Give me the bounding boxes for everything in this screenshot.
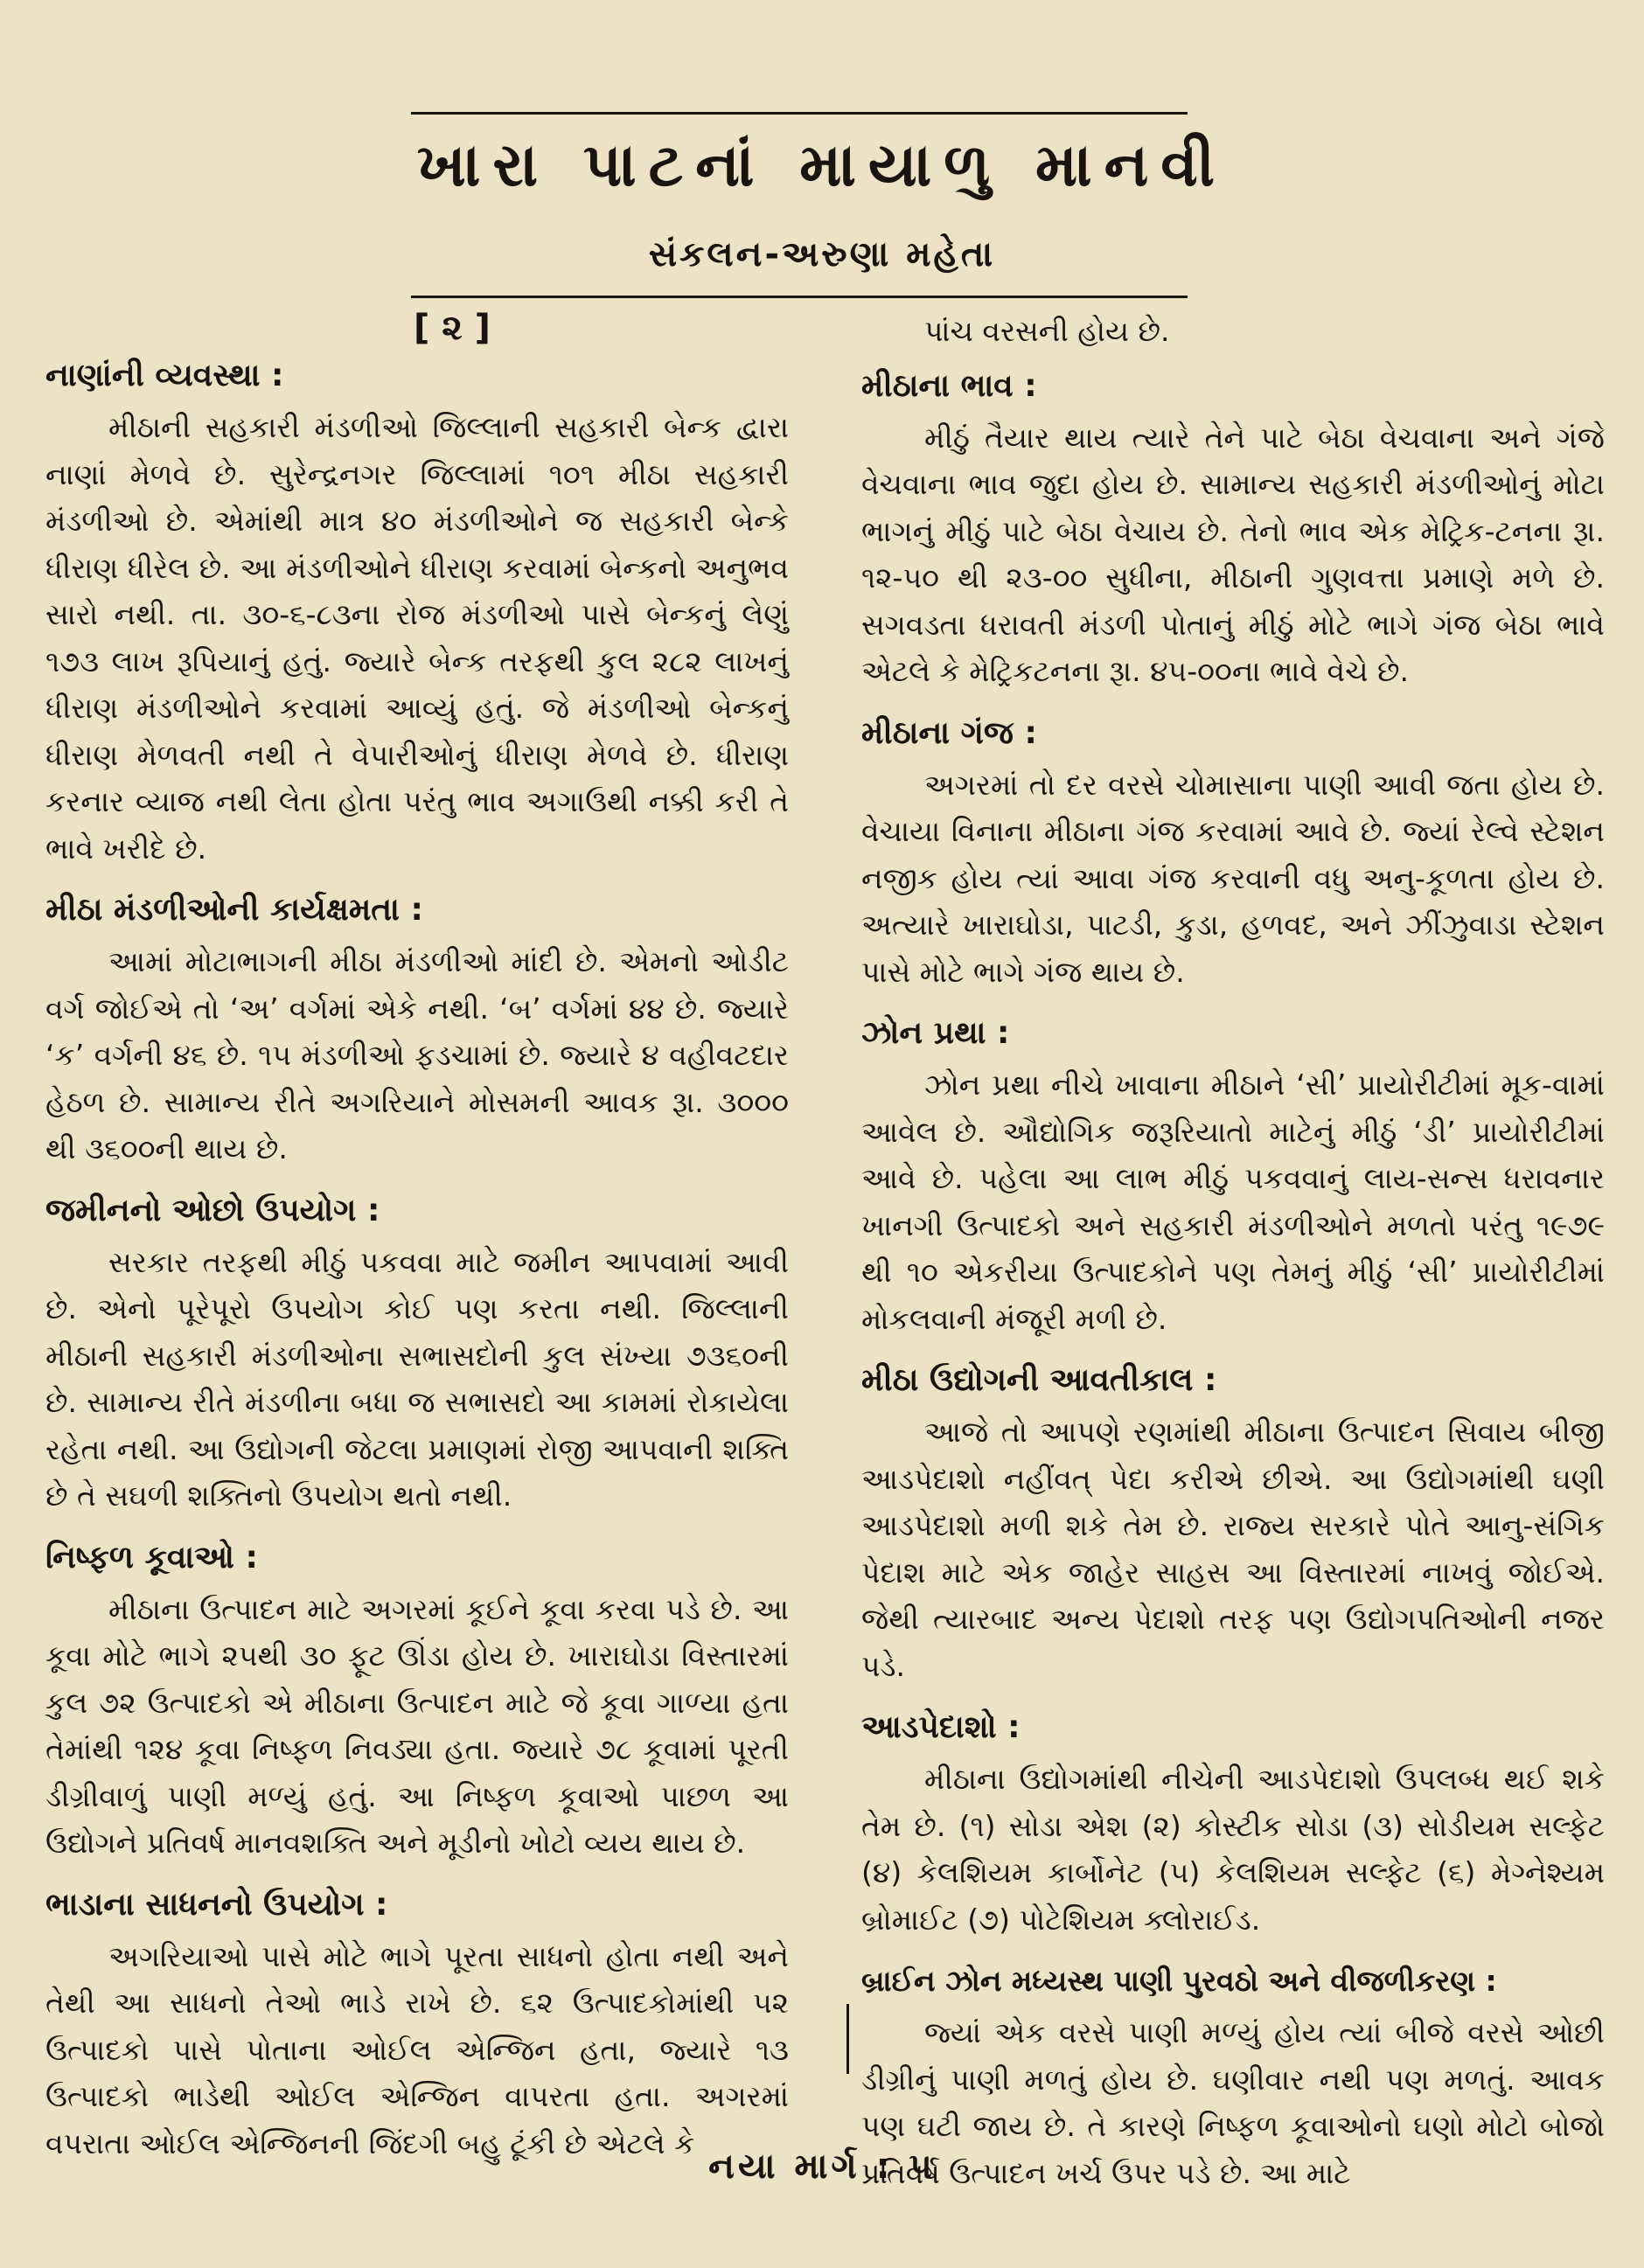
section-heading: ભાડાના સાધનનો ઉપયોગ : — [45, 1886, 388, 1923]
article-byline: સંકલન-અરુણા મહેતા — [648, 234, 996, 275]
section-rented-equipment — [45, 1881, 789, 2167]
section-paragraph: સરકાર તરફથી મીઠું પકવવા માટે જમીન આપવામાં આવી છે. એનો પૂરેપૂરો ઉપયોગ કોઈ પણ કરતા નથી. જિલ્લાની મીઠાની સહકારી મંડળીઓના સભાસદોની કુલ સંખ્યા ૭૩૬૦ની છે. સામાન્ય રીતે મંડળીના બધા જ સભાસદો આ કામમાં રોકાયેલા રહેતા નથી. આ ઉદ્યોગની જેટલા પ્રમાણમાં રોજી આપવાની શક્તિ છે તે સઘળી શક્તિનો ઉપયોગ થતો નથી. — [45, 1244, 789, 1513]
section-paragraph: મીઠાના ઉત્પાદન માટે અગરમાં કૂઈને કૂવા કરવા પડે છે. આ કૂવા મોટે ભાગે ૨૫થી ૩૦ ફૂટ ઊંડા હોય છે. ખારાઘોડા વિસ્તારમાં કુલ ૭૨ ઉત્પાદકો એ મીઠાના ઉત્પાદન માટે જે કૂવા ગાળ્યા હતા તેમાંથી ૧૨૪ કૂવા નિષ્ફળ નિવડ્યા હતા. જ્યારે ૭૮ કૂવામાં પૂરતી ડીગ્રીવાળું પાણી મળ્યું હતું. આ નિષ્ફળ કૂવાઓ પાછળ આ ઉદ્યોગને પ્રતિવર્ષ માનવશક્તિ અને મૂડીનો ખોટો વ્યય થાય છે. — [45, 1591, 789, 1860]
left-column — [45, 308, 789, 2181]
section-paragraph: મીઠાના ઉદ્યોગમાંથી નીચેની આડપેદાશો ઉપલબ્ધ થઈ શકે તેમ છે. (૧) સોડા એશ (૨) કોસ્ટીક સોડા (૩) સોડીયમ સલ્ફેટ (૪) કેલશિયમ કાર્બોનેટ (૫) કેલશિયમ સલ્ફેટ (૬) મેગ્નેશ્યમ બ્રોમાઈટ (૭) પોટેશિયમ ક્લોરાઈડ. — [861, 1762, 1605, 1937]
section-finance — [45, 351, 789, 872]
section-paragraph: ઝોન પ્રથા નીચે ખાવાના મીઠાને ‘સી’ પ્રાયોરીટીમાં મૂક-વામાં આવેલ છે. ઔદ્યોગિક જરૂરિયાતો માટેનું મીઠું ‘ડી’ પ્રાયોરીટીમાં આવે છે. પહેલા આ લાભ મીઠું પકવવાનું લાય-સન્સ ધરાવનાર ખાનગી ઉત્પાદકો અને સહકારી મંડળીઓને મળતો પરંતુ ૧૯૭૯ થી ૧૦ એકરીયા ઉત્પાદકોને પણ તેમનું મીઠું ‘સી’ પ્રાયોરીટીમાં મોકલવાની મંજૂરી મળી છે. — [861, 1068, 1605, 1336]
right-column — [861, 308, 1605, 2210]
section-paragraph: આમાં મોટાભાગની મીઠા મંડળીઓ માંદી છે. એમનો ઓડીટ વર્ગ જોઈએ તો ‘અ’ વર્ગમાં એકે નથી. ‘બ’ વર્ગમાં ૪૪ છે. જ્યારે ‘ક’ વર્ગની ૪૬ છે. ૧૫ મંડળીઓ ફડચામાં છે. જ્યારે ૪ વહીવટદાર હેઠળ છે. સામાન્ય રીતે અગરિયાને મોસમની આવક રૂા. ૩૦૦૦ થી ૩૬૦૦ની થાય છે. — [45, 944, 789, 1165]
section-heading: જમીનનો ઓછો ઉપયોગ : — [45, 1192, 380, 1228]
section-industry-future — [861, 1356, 1605, 1689]
section-zone-system — [861, 1009, 1605, 1342]
section-heading: ઝોન પ્રથા : — [861, 1015, 1010, 1051]
section-paragraph: આજે તો આપણે રણમાંથી મીઠાના ઉત્પાદન સિવાય બીજી આડપેદાશો નહીંવત્ પેદા કરીએ છીએ. આ ઉદ્યોગમાંથી ઘણી આડપેદાશો મળી શકે તેમ છે. રાજ્ય સરકારે પોતે આનુ-સંગિક પેદાશ માટે એક જાહેર સાહસ આ વિસ્તારમાં નાખવું જોઈએ. જેથી ત્યારબાદ અન્ય પેદાશો તરફ પણ ઉદ્યોગપતિઓની નજર પડે. — [861, 1415, 1605, 1683]
section-efficiency — [45, 886, 789, 1172]
part-number: [ ૨ ] — [414, 308, 491, 348]
section-heading: મીઠા ઉદ્યોગની આવતીકાલ : — [861, 1362, 1217, 1398]
section-heading: નિષ્ફળ કૂવાઓ : — [45, 1539, 258, 1576]
continuation-text: પાંચ વરસની હોય છે. — [924, 314, 1170, 348]
section-paragraph: અગરમાં તો દર વરસે ચોમાસાના પાણી આવી જતા હોય છે. વેચાયા વિનાના મીઠાના ગંજ કરવામાં આવે છે. જ્યાં રેલ્વે સ્ટેશન નજીક હોય ત્યાં આવા ગંજ કરવાની વધુ અનુ-કૂળતા હોય છે. અત્યારે ખારાઘોડા, પાટડી, કુડા, હળવદ, અને ઝીંઝુવાડા સ્ટેશન પાસે મોટે ભાગે ગંજ થાય છે. — [861, 767, 1605, 989]
section-heading: આડપેદાશો : — [861, 1709, 1021, 1745]
section-failed-wells — [45, 1534, 789, 1867]
section-paragraph: મીઠાની સહકારી મંડળીઓ જિલ્લાની સહકારી બેન્ક દ્વારા નાણાં મેળવે છે. સુરેન્દ્રનગર જિલ્લામાં ૧૦૧ મીઠા સહકારી મંડળીઓ છે. એમાંથી માત્ર ૪૦ મંડળીઓને જ સહકારી બેન્કે ધીરાણ ધીરેલ છે. આ મંડળીઓને ધીરાણ કરવામાં બેન્કનો અનુભવ સારો નથી. તા. ૩૦-૬-૮૩ના રોજ મંડળીઓ પાસે બેન્કનું લેણું ૧૭૩ લાખ રૂપિયાનું હતું. જ્યારે બેન્ક તરફથી કુલ ૨૮૨ લાખનું ધીરાણ મંડળીઓને કરવામાં આવ્યું હતું. જે મંડળીઓ બેન્કનું ધીરાણ મેળવતી નથી તે વેપારીઓનું ધીરાણ મેળવે છે. ધીરાણ કરનાર વ્યાજ નથી લેતા હોતા પરંતુ ભાવ અગાઉથી નક્કી કરી તે ભાવે ખરીદે છે. — [45, 410, 789, 866]
title-bottom-rule — [411, 296, 1188, 298]
title-top-rule — [411, 112, 1188, 115]
section-heading: બ્રાઈન ઝોન મધ્યસ્થ પાણી પુરવઠો અને વીજળીકરણ : — [861, 1964, 1497, 1998]
section-paragraph: મીઠું તૈયાર થાય ત્યારે તેને પાટે બેઠા વેચવાના અને ગંજે વેચવાના ભાવ જુદા હોય છે. સામાન્ય સહકારી મંડળીઓનું મોટા ભાગનું મીઠું પાટે બેઠા વેચાય છે. તેનો ભાવ એક મેટ્રિક-ટનના રૂા. ૧૨-૫૦ થી ૨૩-૦૦ સુધીના, મીઠાની ગુણવત્તા પ્રમાણે મળે છે. સગવડતા ધરાવતી મંડળી પોતાનું મીઠું મોટે ભાગે ગંજ બેઠા ભાવે એટલે કે મેટ્રિકટનના રૂા. ૪૫-૦૦ના ભાવે વેચે છે. — [861, 420, 1605, 688]
section-heading: નાણાંની વ્યવસ્થા : — [45, 358, 284, 393]
section-by-products — [861, 1703, 1605, 1943]
margin-mark — [846, 2004, 849, 2074]
page-footer: નયા માર્ગ : ૫ — [708, 2146, 936, 2187]
section-heading: મીઠાના ગંજ : — [861, 714, 1037, 751]
section-paragraph: અગરિયાઓ પાસે મોટે ભાગે પૂરતા સાધનો હોતા નથી અને તેથી આ સાધનો તેઓ ભાડે રાખે છે. ૬૨ ઉત્પાદકોમાંથી ૫૨ ઉત્પાદકો પાસે પોતાના ઓઈલ એન્જિન હતા, જ્યારે ૧૩ ઉત્પાદકો ભાડેથી ઓઈલ એન્જિન વાપરતા હતા. અગરમાં વપરાતા ઓઈલ એન્જિનની જિંદગી બહુ ટૂંકી છે એટલે કે — [45, 1938, 789, 2160]
section-heading: મીઠા મંડળીઓની કાર્યક્ષમતા : — [45, 892, 423, 928]
article-title: ખારા પાટનાં માયાળુ માનવી — [416, 131, 1228, 200]
section-salt-price — [861, 362, 1605, 695]
section-heading: મીઠાના ભાવ : — [861, 367, 1037, 404]
section-paragraph: જ્યાં એક વરસે પાણી મળ્યું હોય ત્યાં બીજે વરસે ઓછી ડીગ્રીનું પાણી મળતું હોય છે. ઘણીવાર નથી પણ મળતું. આવક પણ ઘટી જાય છે. તે કારણે નિષ્ફળ કૂવાઓનો ઘણો મોટો બોજો પ્રતિવર્ષ ઉત્પાદન ખર્ચ ઉપર પડે છે. આ માટે — [861, 2015, 1605, 2190]
section-salt-heaps — [861, 709, 1605, 996]
section-land-use — [45, 1186, 789, 1520]
